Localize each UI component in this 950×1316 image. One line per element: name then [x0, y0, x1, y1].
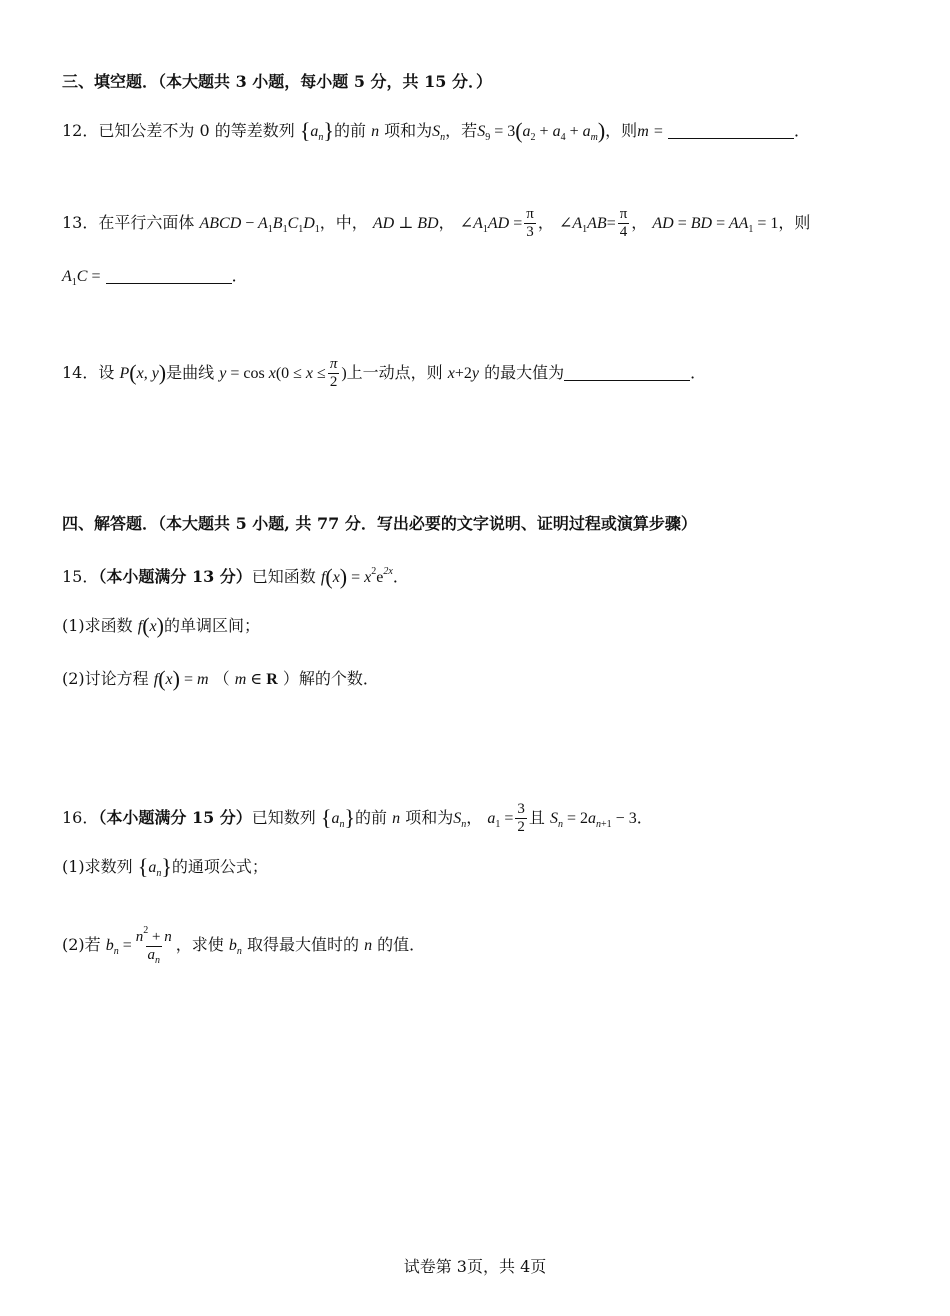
question-12: 12．已知公差不为 0 的等差数列 $\{a_n\}$的前 n 项和为$S_n$，若$S_9 = 3(a_2 + a_4 + a_m)$，则m = ．	[62, 118, 810, 143]
question-15-part-1: (1)求函数 f(x)的单调区间；	[62, 613, 260, 638]
formula: ABCD − $A_1B_1C_1D_1$	[199, 215, 320, 235]
question-13: 13．在平行六面体 ABCD − $A_1B_1C_1D_1$，中， AD ⊥ BD， $\angle A_1AD$ = $\frac{\pi}{3}$ ， $\angle A_1AB=$ $\frac{\pi}{4}$ ， AD = BD = $AA_1 = 1$，则	[62, 206, 811, 240]
formula: $a_1$ =	[487, 810, 514, 830]
formula: $\{a_n\}$	[299, 118, 334, 143]
answer-blank[interactable]	[668, 122, 794, 139]
answer-blank[interactable]	[564, 364, 690, 381]
formula: $S_9 = 3(a_2 + a_4 + a_m)$	[477, 118, 606, 143]
question-15-part-2: (2)讨论方程 f(x) = m （ m ∈ R ）解的个数．	[62, 666, 379, 691]
formula: y = cos x(0 ≤ x ≤	[219, 365, 326, 382]
formula: AD ⊥ BD	[372, 215, 439, 232]
question-16-part-1: (1)求数列 $\{a_n\}$的通项公式；	[62, 854, 268, 879]
question-15: 15．（本小题满分 13 分）已知函数 $f(x) = x^2e^{2x}$．	[62, 564, 409, 589]
formula: P(x, y)	[119, 360, 167, 385]
formula: $\angle A_1AB=$	[558, 215, 616, 235]
formula: $f(x) = x^2e^{2x}$	[320, 564, 393, 589]
section-3-title: 三、填空题．（本大题共 3 小题，每小题 5 分，共 15 分．）	[62, 72, 492, 91]
section-4-title: 四、解答题．（本大题共 5 小题, 共 77 分．写出必要的文字说明、证明过程或演算步骤）	[62, 514, 697, 533]
page-footer: 试卷第 3页，共 4页	[403, 1257, 547, 1276]
formula: $\angle A_1AD$ =	[459, 215, 523, 235]
question-13-answer: $A_1C$ = ．	[62, 266, 248, 288]
question-16-part-2: (2)若 $b_n$ = $\frac{n^2 + n}{a_n}$ ，求使 $b_n$ 取得最大值时的 n 的值．	[62, 922, 920, 969]
question-16: 16．（本小题满分 15 分）已知数列 $\{a_n\}$的前 n 项和为$S_n$， $a_1$ = $\frac{3}{2}$ 且 $S_n = 2a_{n+1} - 3$．	[62, 801, 653, 835]
formula: AD = BD = $AA_1 = 1$	[652, 215, 779, 235]
question-14: 14．设 P(x, y)是曲线 y = cos x(0 ≤ x ≤ $\frac{\pi}{2}$ )上一动点，则 x+2y 的最大值为 ．	[62, 356, 707, 390]
answer-blank[interactable]	[106, 267, 232, 284]
formula: $S_n = 2a_{n+1} - 3$	[550, 810, 637, 830]
